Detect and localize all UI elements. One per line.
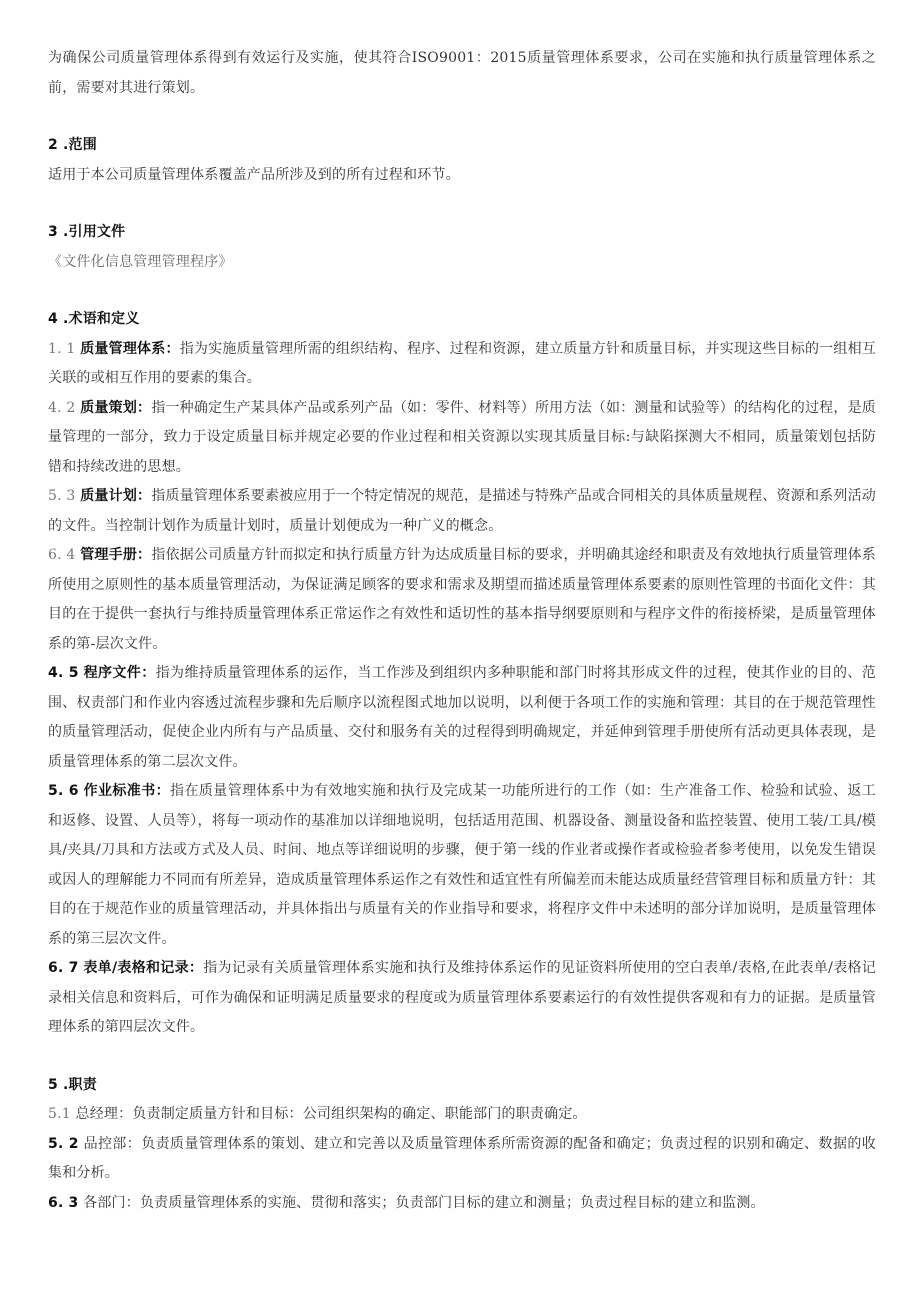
term-number: 4. 2 (48, 399, 76, 416)
term-item (48, 541, 876, 659)
term-title: 质量计划： (80, 488, 152, 504)
term-title: 程序文件： (83, 665, 156, 681)
section-terms (48, 305, 876, 1043)
references-text: 《文件化信息管理管理程序》 (48, 253, 233, 270)
term-title: 管理手册： (80, 547, 152, 563)
section-heading-scope: 2 .范围 (48, 137, 97, 153)
term-number: 1. 1 (48, 340, 76, 357)
term-definition: 指依据公司质量方针而拟定和执行质量方针为达成质量目标的要求，并明确其途经和职责及有效地执行质量管理体系所使用之原则性的基本质量管理活动，为保证满足顾客的要求和需求及期望而描述质量管理体系要素的原则性管理的书面化文件：其目的在于提供一套执行与维持质量管理体系正常运作之有效性和适切性的基本指导纲要原则和与程序文件的衔接桥梁，是质量管理体系的第-层次文件。 (48, 547, 877, 652)
section-scope (48, 131, 876, 190)
term-definition: 指为记录有关质量管理体系实施和执行及维持体系运作的见证资料所使用的空白表单/表格,在此表单/表格记录相关信息和资料后，可作为确保和证明满足质量要求的程度或为质量管理体系要素运行的有效性提供客观和有力的证据。是质量管理体系的第四层次文件。 (48, 960, 876, 1035)
responsibility-item (48, 1130, 876, 1189)
section-heading-responsibilities: 5 .职责 (48, 1076, 97, 1093)
term-definition: 指一种确定生产某具体产品或系列产品（如：零件、材料等）所用方法（如：测量和试验等）的结构化的过程，是质量管理的一部分，致力于设定质量目标并规定必要的作业过程和相关资源以实现其质量目标:与缺陷探测大不相同，质量策划包括防错和持续改进的思想。 (48, 399, 877, 475)
term-number: 4. 5 (48, 665, 79, 681)
term-item (48, 659, 876, 777)
section-references (48, 218, 876, 277)
term-number: 6. 4 (48, 547, 76, 563)
responsibility-text: 总经理：负责制定质量方针和目标：公司组织架构的确定、职能部门的职责确定。 (75, 1106, 587, 1122)
section-heading-terms: 4 .术语和定义 (48, 311, 140, 327)
term-definition: 指为实施质量管理所需的组织结构、程序、过程和资源，建立质量方针和质量目标，并实现这些目标的一组相互关联的或相互作用的要素的集合。 (48, 340, 877, 386)
responsibility-number: 5.1 (48, 1106, 71, 1122)
responsibility-item (48, 1189, 876, 1219)
term-item (48, 394, 876, 483)
term-definition: 指质量管理体系要素被应用于一个特定情况的规范，是描述与特殊产品或合同相关的具体质量规程、资源和系列活动的文件。当控制计划作为质量计划时，质量计划便成为一种广义的概念。 (48, 488, 877, 534)
term-item (48, 954, 876, 1043)
term-title: 表单/表格和记录： (83, 960, 204, 976)
responsibility-item (48, 1100, 876, 1130)
term-item (48, 777, 876, 954)
term-definition: 指在质量管理体系中为有效地实施和执行及完成某一功能所进行的工作（如：生产准备工作、检验和试验、返工和返修、设置、人员等），将每一项动作的基准加以详细地说明，包括适用范围、机器设备、测量设备和监控装置、使用工装/工具/模具/夹具/刀具和方法或方式及人员、时间、地点等详细说明的步骤，便于第一线的作业者或操作者或检验者参考使用，以免发生错误或因人的理解能力不同而有所差异，造成质量管理体系运作之有效性和适宜性有所偏差而未能达成质量经营管理目标和质量方针：其目的在于规范作业的质量管理活动，并具体指出与质量有关的作业指导和要求，将程序文件中未述明的部分详加说明，是质量管理体系的第三层次文件。 (48, 783, 877, 947)
responsibility-text: 品控部：负责质量管理体系的策划、建立和完善以及质量管理体系所需资源的配备和确定；负责过程的识别和确定、数据的收集和分析。 (48, 1135, 876, 1181)
responsibility-text: 各部门：负责质量管理体系的实施、贯彻和落实；负责部门目标的建立和测量；负责过程目标的建立和监测。 (83, 1194, 765, 1211)
responsibility-number: 5. 2 (48, 1135, 79, 1152)
term-definition: 指为维持质量管理体系的运作，当工作涉及到组织内多种职能和部门时将其形成文件的过程，使其作业的目的、范围、权责部门和作业内容透过流程步骤和先后顺序以流程图式地加以说明，以利便于各项工作的实施和管理：其目的在于规范管理性的质量管理活动，促使企业内所有与产品质量、交付和服务有关的过程得到明确规定，并延伸到管理手册使所有活动更具体表现，是质量管理体系的第二层次文件。 (48, 665, 876, 770)
term-title: 作业标准书： (83, 783, 171, 799)
intro-paragraph: 为确保公司质量管理体系得到有效运行及实施，使其符合ISO9001：2015质量管理体系要求，公司在实施和执行质量管理体系之前，需要对其进行策划。 (48, 50, 876, 96)
scope-text: 适用于本公司质量管理体系覆盖产品所涉及到的所有过程和环节。 (48, 166, 460, 183)
section-responsibilities (48, 1071, 876, 1219)
document-page (48, 44, 876, 1246)
term-number: 5. 3 (48, 488, 76, 504)
term-number: 5. 6 (48, 783, 79, 799)
term-number: 6. 7 (48, 960, 79, 976)
term-item (48, 482, 876, 541)
term-item (48, 335, 876, 394)
term-title: 质量管理体系： (80, 340, 180, 357)
term-title: 质量策划： (80, 399, 152, 416)
section-heading-references: 3 .引用文件 (48, 224, 126, 240)
responsibility-number: 6. 3 (48, 1194, 79, 1211)
